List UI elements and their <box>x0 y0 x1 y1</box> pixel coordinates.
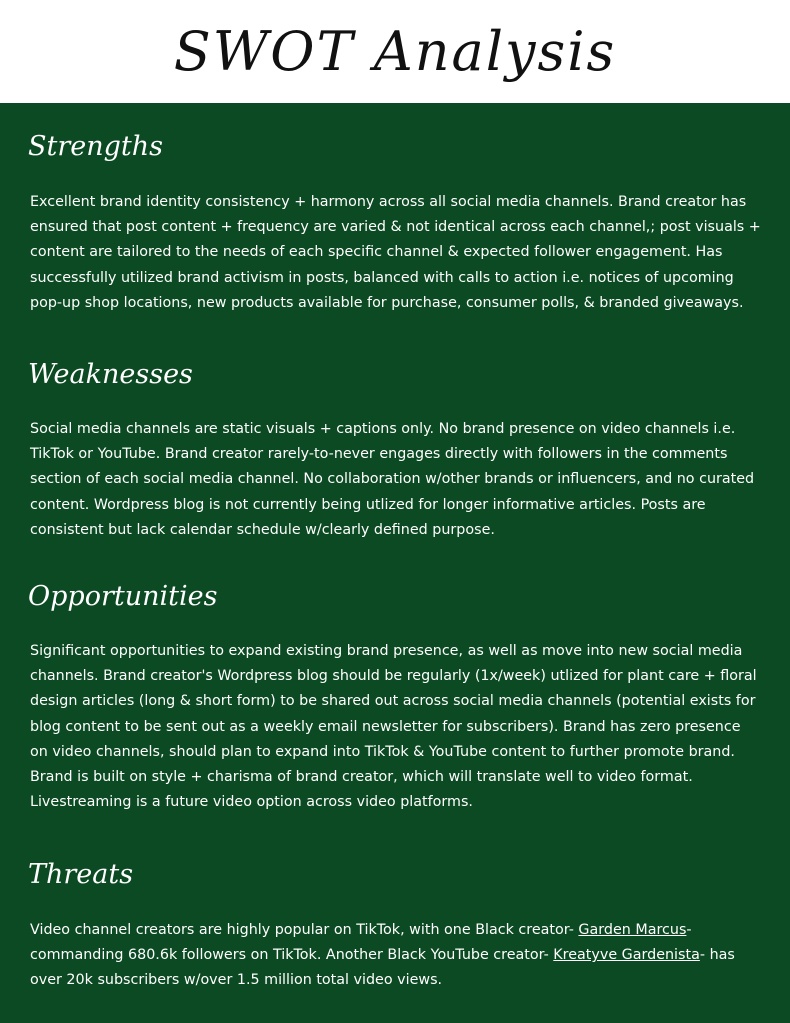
strengths-body: Excellent brand identity consistency + harmony across all social media channels. Brand creator has ensured that post content + frequency are varied & not identical across each channel,; post visuals + content are tailored to the needs of each specific channel & expected follower engagement. Has successfully utilized brand activism in posts, balanced with calls to action i.e. notices of upcoming pop-up shop locations, new products available for purchase, consumer polls, & branded giveaways. <box>30 194 761 311</box>
threats-heading: Threats <box>28 859 134 890</box>
swot-panel <box>0 103 790 1023</box>
strengths-heading: Strengths <box>28 131 163 162</box>
threats-body <box>30 918 762 994</box>
garden-marcus-link[interactable]: Garden Marcus <box>578 922 687 938</box>
opportunities-heading: Opportunities <box>28 581 218 612</box>
page-title: SWOT Analysis <box>173 20 617 83</box>
weaknesses-body: Social media channels are static visuals + captions only. No brand presence on video channels i.e. TikTok or YouTube. Brand creator rarely-to-never engages directly with followers in the comments section of each social media channel. No collaboration w/other brands or influencers, and no curated content. Wordpress blog is not currently being utlized for longer informative articles. Posts are consistent but lack calendar schedule w/clearly defined purpose. <box>30 421 755 538</box>
weaknesses-heading: Weaknesses <box>28 359 193 390</box>
page-header <box>0 0 790 103</box>
threats-text-1: Video channel creators are highly popular on TikTok, with one Black creator- <box>30 922 579 938</box>
kreatyve-gardenista-link[interactable]: Kreatyve Gardenista <box>553 947 700 964</box>
opportunities-body: Significant opportunities to expand existing brand presence, as well as move into new social media channels. Brand creator's Wordpress blog should be regularly (1x/week) utlized for plant care + floral design articles (long & short form) to be shared out across social media channels (potential exists for blog content to be sent out as a weekly email newsletter for subscribers). Brand has zero presence on video channels, should plan to expand into TikTok & YouTube content to further promote brand. Brand is built on style + charisma of brand creator, which will translate well to video format. Livestreaming is a future video option across video platforms. <box>30 643 757 811</box>
threats-text-3: - has over 20k subscribers w/over 1.5 million total video views. <box>30 947 735 989</box>
threats-text-2: - commanding 680.6k followers on TikTok. Another Black YouTube creator- <box>30 922 692 964</box>
